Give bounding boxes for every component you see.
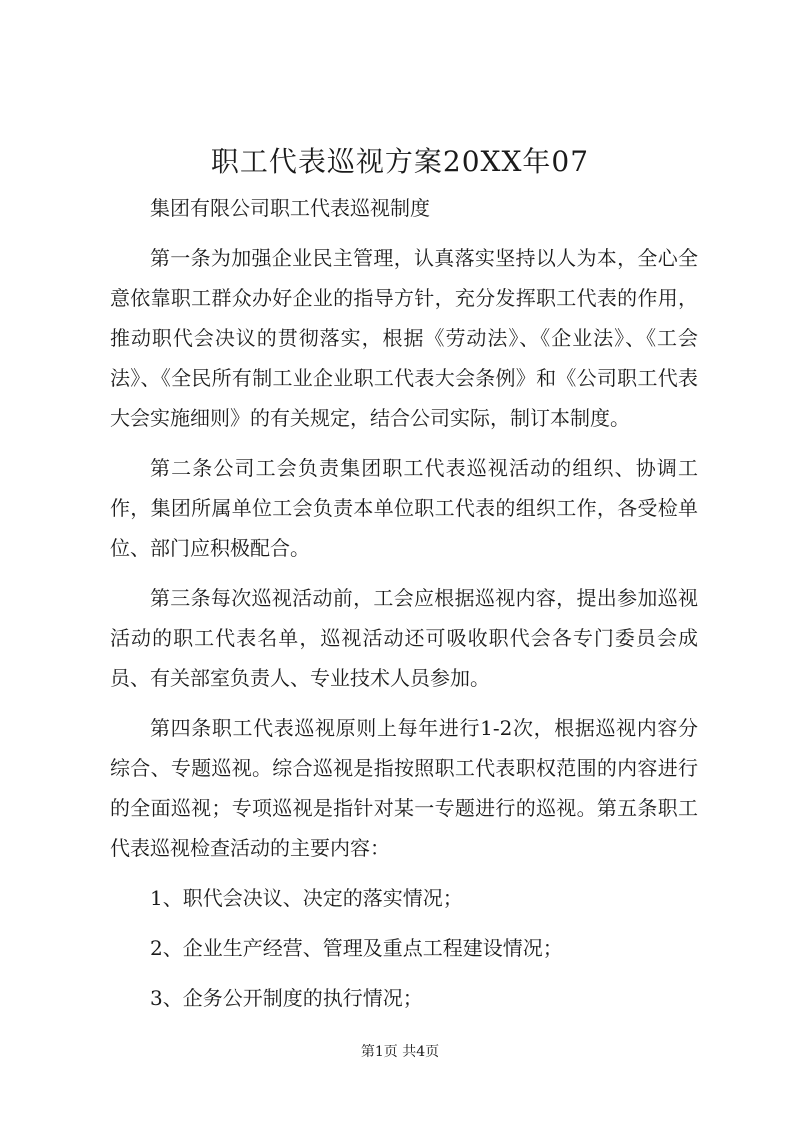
document-body — [110, 188, 698, 1028]
list-item-3: 3、企务公开制度的执行情况； — [150, 986, 423, 1010]
paragraph-article-4-5: 第四条职工代表巡视原则上每年进行1-2次，根据巡视内容分综合、专题巡视。综合巡视是指按照职工代表职权范围的内容进行的全面巡视；专项巡视是指针对某一专题进行的巡视。第五条职工代表巡视检查活动的主要内容： — [110, 716, 698, 860]
list-item-2: 2、企业生产经营、管理及重点工程建设情况； — [150, 936, 563, 960]
page-footer: 第1页 共4页 — [360, 1044, 440, 1060]
paragraph-article-3: 第三条每次巡视活动前，工会应根据巡视内容，提出参加巡视活动的职工代表名单，巡视活动还可吸收职代会各专门委员会成员、有关部室负责人、专业技术人员参加。 — [110, 586, 698, 690]
paragraph-heading: 集团有限公司职工代表巡视制度 — [150, 196, 430, 220]
paragraph-article-1: 第一条为加强企业民主管理，认真落实坚持以人为本，全心全意依靠职工群众办好企业的指导方针，充分发挥职工代表的作用，推动职代会决议的贯彻落实，根据《劳动法》、《企业法》、《工会法》、《全民所有制工业企业职工代表大会条例》和《公司职工代表大会实施细则》的有关规定，结合公司实际，制订本制度。 — [110, 246, 698, 430]
document-title: 职工代表巡视方案20XX年07 — [210, 145, 590, 178]
paragraph-article-2: 第二条公司工会负责集团职工代表巡视活动的组织、协调工作，集团所属单位工会负责本单位职工代表的组织工作，各受检单位、部门应积极配合。 — [110, 456, 698, 560]
list-item-1: 1、职代会决议、决定的落实情况； — [150, 886, 463, 910]
